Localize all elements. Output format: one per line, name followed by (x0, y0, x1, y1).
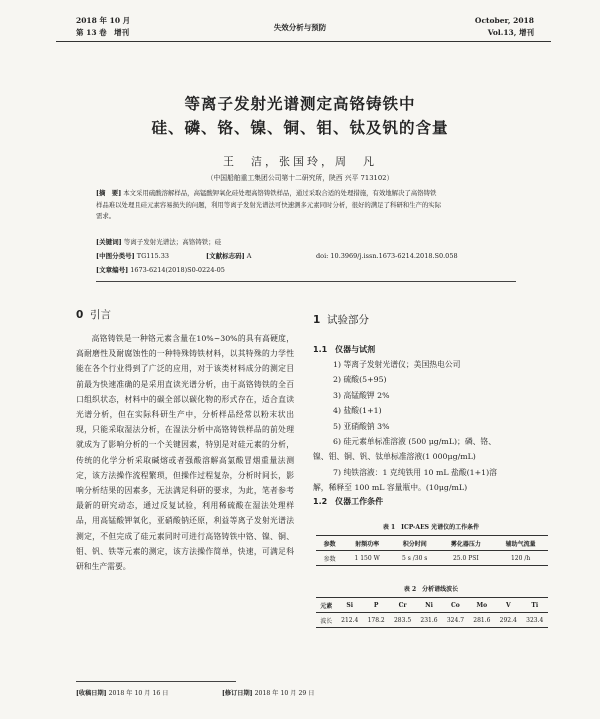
received-date: [收稿日期] 2018 年 10 月 16 日 (76, 690, 169, 697)
journal-name: 失效分析与预防 (273, 23, 327, 32)
intro-heading: 0 引言 (76, 309, 111, 321)
table2-caption: 表 2 分析谱线波长 (403, 586, 459, 593)
list-item: 解，稀释至 100 mL 容量瓶中。(10μg/mL) (313, 483, 468, 493)
table-row: 参数 1 150 W 5 s /30 s 25.0 PSI 120 /h (323, 554, 531, 563)
list-item: 1) 等离子发射光谱仪；美国热电公司 (333, 360, 461, 369)
document-code: [文献标志码] A (206, 252, 252, 260)
title-line-1: 等离子发射光谱测定高铬铸铁中 (184, 95, 416, 113)
footnote-rule (76, 681, 236, 682)
instruments-list (313, 357, 548, 496)
abstract-label: [摘 要] (96, 189, 122, 197)
authors: 王 洁，张国玲，周 凡 (223, 155, 377, 168)
table1-header-row: 参数 射频功率 积分时间 雾化器压力 辅助气流量 (316, 536, 548, 551)
article-number: [文章编号] 1673-6214(2018)S0-0224-05 (96, 266, 225, 274)
abstract-line-1: [摘 要] 本文采用硫酸溶解样品，高锰酸钾氧化硅处理高铬铸铁样品，通过采取合适的处理措施，有效地解决了高铬铸铁 (96, 189, 437, 197)
issue-date: 2018 年 10 月 (76, 16, 131, 25)
list-item: 6) 硅元素单标准溶液 (500 μg/mL)；磷、铬、 (333, 437, 497, 447)
instruments-heading: 1.1 仪器与试剂 (313, 345, 376, 354)
intro-paragraph: 高铬铸铁是一种铬元素含量在10%~30%的具有高硬度，高耐磨性及耐腐蚀性的一种特殊铸铁材料，以其特殊的力学性能在各个行业得到了广泛的应用，对于该类材料成分的测定目前最为快速准确的是采用直读光谱分析，由于高铬铸铁的全百口组织状态，材料中的碳全部以碳化物的形式存在，适合直读光谱分析，但在实际科研生产中，分析样品经常以粉末状出现，只能采取湿法分析，在湿法分析中高铬铸铁样品的前处理就成为了影响分析的一个关键因素，特别是对硅元素的分析，传统的化学分析采取碱熔或者强酸溶解高氯酸冒烟重量法测定，该方法操作流程繁琐，但操作过程复杂，分析时间长，影响分析结果的因素多，无法满足科研的要求，为此，笔者参考最新的研究动态，通过反复试验，利用稀硫酸在湿法处理样品，用高锰酸钾氧化，亚硝酸钠还原，利益等离子发射光谱法测定，不但完成了硅元素同时可进行高铬铸铁中铬、镍、铜、钼、钒、铁等元素的测定，该方法操作简单，快速，可满足科研和生产需要。 (76, 334, 294, 572)
abstract-line-2: 样品难以处理且硅元素容易损失的问题，利用等离子发射光谱法可快速测多元素同时分析，很好的满足了科研和生产的实际 (96, 200, 442, 209)
abstract-rule (96, 281, 516, 282)
list-item: 3) 高锰酸钾 2% (333, 390, 390, 400)
table-row: 波长 212.4 178.2 283.5 231.6 324.7 281.6 292.4 323.4 (320, 616, 544, 625)
clc-number: [中图分类号] TG115.33 (96, 252, 170, 260)
revised-date: [修订日期] 2018 年 10 月 29 日 (222, 690, 315, 697)
list-item: 镍、钼、铜、钒、钛单标准溶液(1 000μg/mL) (313, 452, 476, 462)
keywords: [关键词] 等离子发射光谱法；高铬铸铁；硅 (96, 238, 222, 246)
title-line-2: 硅、磷、铬、镍、铜、钼、钛及钒的含量 (151, 119, 449, 137)
table1 (316, 535, 548, 566)
affiliation: （中国船舶重工集团公司第十二研究所，陕西 兴平 713102） (206, 174, 394, 182)
header-rule (56, 41, 551, 42)
table2 (316, 597, 548, 628)
abstract-line-3: 需求。 (96, 212, 116, 220)
volume-info: 第 13 卷 增刊 (76, 28, 130, 37)
intro-text (76, 331, 294, 574)
list-item: 2) 硫酸(5+95) (333, 375, 387, 385)
issue-date-en: October, 2018 (474, 16, 534, 25)
abstract (96, 188, 516, 223)
table2-header-row: 元素 Si P Cr Ni Co Mo V Ti (316, 598, 548, 613)
list-item: 5) 亚硝酸钠 3% (333, 421, 390, 431)
conditions-heading: 1.2 仪器工作条件 (313, 497, 384, 506)
table1-caption: 表 1 ICP-AES 光谱仪的工作条件 (382, 524, 480, 531)
list-item: 7) 纯铁溶液：1 克纯铁用 10 mL 盐酸(1+1)溶 (333, 467, 497, 477)
volume-info-en: Vol.13, 增刊 (487, 28, 534, 37)
experiment-heading: 1 试验部分 (313, 314, 369, 326)
doi: doi: 10.3969/j.issn.1673-6214.2018.S0.058 (316, 252, 458, 260)
list-item: 4) 盐酸(1+1) (333, 406, 382, 416)
